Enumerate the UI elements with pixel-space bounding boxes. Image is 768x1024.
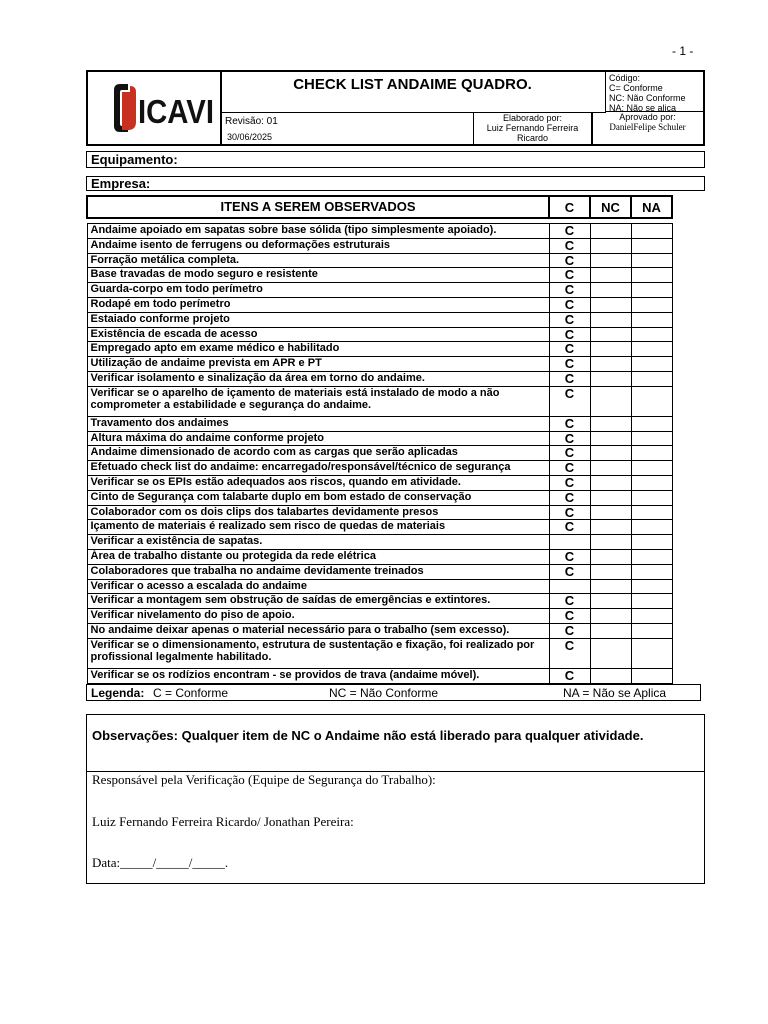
na-cell[interactable]	[631, 638, 672, 668]
logo-text: ICAVI	[138, 93, 214, 130]
na-cell[interactable]	[631, 623, 672, 638]
prepared-by-cell	[474, 112, 593, 144]
na-cell[interactable]	[631, 535, 672, 550]
c-cell[interactable]: C	[549, 297, 590, 312]
na-cell[interactable]	[631, 268, 672, 283]
table-row	[87, 253, 672, 268]
c-cell[interactable]: C	[549, 416, 590, 431]
item-text: Colaboradores que trabalha no andaime devidamente treinados	[87, 564, 549, 579]
table-row	[87, 416, 672, 431]
table-row	[87, 535, 672, 550]
item-text: Área de trabalho distante ou protegida da rede elétrica	[87, 549, 549, 564]
nc-cell[interactable]	[590, 594, 631, 609]
nc-cell[interactable]	[590, 520, 631, 535]
item-text: Andaime isento de ferrugens ou deformações estruturais	[87, 238, 549, 253]
na-cell[interactable]	[631, 549, 672, 564]
c-cell[interactable]	[549, 579, 590, 594]
table-row	[87, 431, 672, 446]
na-cell[interactable]	[631, 505, 672, 520]
table-row	[87, 638, 672, 668]
c-cell[interactable]: C	[549, 283, 590, 298]
nc-cell[interactable]	[590, 638, 631, 668]
item-text: Verificar se o dimensionamento, estrutura de sustentação e fixação, foi realizado por profissional legalmente habilitado.	[87, 638, 549, 668]
nc-cell[interactable]	[590, 579, 631, 594]
table-row	[87, 297, 672, 312]
nc-cell[interactable]	[590, 668, 631, 683]
nc-cell[interactable]	[590, 416, 631, 431]
prepared-by-name: Luiz Fernando Ferreira Ricardo	[486, 123, 579, 143]
company-field[interactable]	[86, 176, 705, 191]
item-text: Verificar se os rodízios encontram - se providos de trava (andaime móvel).	[87, 668, 549, 683]
na-cell[interactable]	[631, 668, 672, 683]
c-cell[interactable]: C	[549, 505, 590, 520]
nc-cell[interactable]	[590, 475, 631, 490]
nc-cell[interactable]	[590, 549, 631, 564]
c-cell[interactable]: C	[549, 490, 590, 505]
table-header-row	[87, 196, 672, 218]
legend-bar	[86, 684, 701, 701]
date-field[interactable]: Data:_____/_____/_____.	[92, 855, 229, 870]
legend-c: C = Conforme	[153, 686, 229, 700]
na-cell[interactable]	[631, 579, 672, 594]
c-cell[interactable]: C	[549, 461, 590, 476]
na-cell[interactable]	[631, 327, 672, 342]
item-text: No andaime deixar apenas o material necessário para o trabalho (sem excesso).	[87, 623, 549, 638]
na-cell[interactable]	[631, 564, 672, 579]
company-logo	[106, 82, 216, 134]
approved-by-cell	[592, 112, 703, 144]
c-cell[interactable]: C	[549, 609, 590, 624]
nc-cell[interactable]	[590, 623, 631, 638]
nc-cell[interactable]	[590, 268, 631, 283]
item-text: Andaime apoiado em sapatas sobre base sólida (tipo simplesmente apoiado).	[87, 224, 549, 239]
table-row	[87, 224, 672, 239]
item-text: Verificar a montagem sem obstrução de saídas de emergências e extintores.	[87, 594, 549, 609]
item-text: Utilização de andaime prevista em APR e PT	[87, 357, 549, 372]
nc-cell[interactable]	[590, 505, 631, 520]
nc-cell[interactable]	[590, 371, 631, 386]
item-text: Verificar nivelamento do piso de apoio.	[87, 609, 549, 624]
item-text: Guarda-corpo em todo perímetro	[87, 283, 549, 298]
na-cell[interactable]	[631, 297, 672, 312]
item-text: Efetuado check list do andaime: encarregado/responsável/técnico de segurança	[87, 461, 549, 476]
nc-cell[interactable]	[590, 297, 631, 312]
responsible-names[interactable]: Luiz Fernando Ferreira Ricardo/ Jonathan Pereira:	[92, 814, 354, 829]
na-cell[interactable]	[631, 357, 672, 372]
c-cell[interactable]: C	[549, 357, 590, 372]
c-cell[interactable]: C	[549, 668, 590, 683]
c-cell[interactable]: C	[549, 327, 590, 342]
equipment-field[interactable]	[86, 151, 705, 168]
table-row	[87, 520, 672, 535]
na-cell[interactable]	[631, 594, 672, 609]
na-cell[interactable]	[631, 461, 672, 476]
item-text: Cinto de Segurança com talabarte duplo em bom estado de conservação	[87, 490, 549, 505]
na-cell[interactable]	[631, 224, 672, 239]
table-row	[87, 668, 672, 683]
na-cell[interactable]	[631, 342, 672, 357]
nc-cell[interactable]	[590, 535, 631, 550]
code-line: Código:	[609, 73, 641, 83]
page-number: - 1 -	[672, 44, 694, 58]
revision-date: 30/06/2025	[227, 132, 273, 142]
na-cell[interactable]	[631, 416, 672, 431]
c-cell[interactable]: C	[549, 446, 590, 461]
na-cell[interactable]	[631, 238, 672, 253]
approved-by-name: DanielFelipe Schuler	[609, 122, 686, 132]
header-nc: NC	[590, 196, 631, 218]
na-cell[interactable]	[631, 253, 672, 268]
nc-cell[interactable]	[590, 312, 631, 327]
table-row	[87, 268, 672, 283]
item-text: Existência de escada de acesso	[87, 327, 549, 342]
nc-cell[interactable]	[590, 283, 631, 298]
na-cell[interactable]	[631, 371, 672, 386]
c-cell[interactable]: C	[549, 371, 590, 386]
na-cell[interactable]	[631, 609, 672, 624]
company-label: Empresa:	[91, 176, 151, 191]
na-cell[interactable]	[631, 520, 672, 535]
item-text: Base travadas de modo seguro e resistente	[87, 268, 549, 283]
table-row	[87, 461, 672, 476]
c-cell[interactable]: C	[549, 253, 590, 268]
na-cell[interactable]	[631, 431, 672, 446]
nc-cell[interactable]	[590, 490, 631, 505]
item-text: Verificar a existência de sapatas.	[87, 535, 549, 550]
na-cell[interactable]	[631, 283, 672, 298]
c-cell[interactable]: C	[549, 386, 590, 416]
header-na: NA	[631, 196, 672, 218]
nc-cell[interactable]	[590, 386, 631, 416]
item-text: Empregado apto em exame médico e habilitado	[87, 342, 549, 357]
na-cell[interactable]	[631, 490, 672, 505]
c-cell[interactable]	[549, 535, 590, 550]
approved-label: Aprovado por:	[619, 112, 676, 122]
c-cell[interactable]: C	[549, 312, 590, 327]
nc-cell[interactable]	[590, 564, 631, 579]
table-row	[87, 505, 672, 520]
c-cell[interactable]: C	[549, 342, 590, 357]
c-cell[interactable]: C	[549, 520, 590, 535]
nc-cell[interactable]	[590, 431, 631, 446]
nc-cell[interactable]	[590, 461, 631, 476]
table-row	[87, 357, 672, 372]
nc-cell[interactable]	[590, 609, 631, 624]
legend-na: NA = Não se Aplica	[563, 686, 667, 700]
table-row	[87, 609, 672, 624]
item-text: Forração metálica completa.	[87, 253, 549, 268]
table-row	[87, 490, 672, 505]
item-text: Verificar se o aparelho de içamento de materiais está instalado de modo a não comprometer a estabilidade e segurança do andaime.	[87, 386, 549, 416]
table-row	[87, 594, 672, 609]
code-legend-cell	[606, 72, 703, 112]
item-text: Andaime dimensionado de acordo com as cargas que serão aplicadas	[87, 446, 549, 461]
checklist-table	[86, 195, 673, 684]
nc-cell[interactable]	[590, 446, 631, 461]
c-cell[interactable]: C	[549, 238, 590, 253]
table-row	[87, 579, 672, 594]
observations-title: Observações: Qualquer item de NC o Andaime não está liberado para qualquer atividade.	[92, 728, 644, 743]
c-cell[interactable]: C	[549, 475, 590, 490]
table-row	[87, 623, 672, 638]
na-cell[interactable]	[631, 446, 672, 461]
prepared-label: Elaborado por:	[502, 113, 563, 123]
item-text: Rodapé em todo perímetro	[87, 297, 549, 312]
code-line: C= Conforme	[609, 83, 663, 93]
document-title: CHECK LIST ANDAIME QUADRO.	[293, 76, 532, 93]
item-text: Estaiado conforme projeto	[87, 312, 549, 327]
nc-cell[interactable]	[590, 224, 631, 239]
na-cell[interactable]	[631, 475, 672, 490]
item-text: Altura máxima do andaime conforme projeto	[87, 431, 549, 446]
item-text: Colaborador com os dois clips dos talabartes devidamente presos	[87, 505, 549, 520]
c-cell[interactable]: C	[549, 268, 590, 283]
table-row	[87, 371, 672, 386]
na-cell[interactable]	[631, 312, 672, 327]
title-cell	[220, 72, 606, 113]
legend-label: Legenda:	[91, 686, 145, 700]
legend-nc: NC = Não Conforme	[329, 686, 439, 700]
item-text: Verificar isolamento e sinalização da área em torno do andaime.	[87, 371, 549, 386]
table-row	[87, 283, 672, 298]
table-row	[87, 238, 672, 253]
c-cell[interactable]: C	[549, 623, 590, 638]
table-row	[87, 327, 672, 342]
item-text: Verificar o acesso a escalada do andaime	[87, 579, 549, 594]
na-cell[interactable]	[631, 386, 672, 416]
c-cell[interactable]: C	[549, 638, 590, 668]
revision-label: Revisão: 01	[225, 116, 278, 127]
observations-box	[86, 714, 705, 884]
responsible-label: Responsável pela Verificação (Equipe de Segurança do Trabalho):	[92, 772, 436, 787]
nc-cell[interactable]	[590, 357, 631, 372]
nc-cell[interactable]	[590, 238, 631, 253]
table-row	[87, 312, 672, 327]
table-row	[87, 342, 672, 357]
code-line: NA: Não se alica	[609, 103, 677, 113]
c-cell[interactable]: C	[549, 431, 590, 446]
c-cell[interactable]: C	[549, 224, 590, 239]
c-cell[interactable]: C	[549, 549, 590, 564]
table-row	[87, 446, 672, 461]
item-text: Verificar se os EPIs estão adequados aos riscos, quando em atividade.	[87, 475, 549, 490]
nc-cell[interactable]	[590, 342, 631, 357]
item-text: Travamento dos andaimes	[87, 416, 549, 431]
c-cell[interactable]: C	[549, 594, 590, 609]
item-text: Içamento de materiais é realizado sem risco de quedas de materiais	[87, 520, 549, 535]
nc-cell[interactable]	[590, 253, 631, 268]
header-c: C	[549, 196, 590, 218]
table-row	[87, 549, 672, 564]
table-row	[87, 564, 672, 579]
logo-cell	[88, 72, 222, 144]
revision-cell	[220, 112, 474, 144]
c-cell[interactable]: C	[549, 564, 590, 579]
table-row	[87, 475, 672, 490]
equipment-label: Equipamento:	[91, 152, 178, 167]
table-row	[87, 386, 672, 416]
document-header	[86, 70, 705, 146]
code-line: NC: Não Conforme	[609, 93, 686, 103]
nc-cell[interactable]	[590, 327, 631, 342]
header-items: ITENS A SEREM OBSERVADOS	[87, 196, 549, 218]
